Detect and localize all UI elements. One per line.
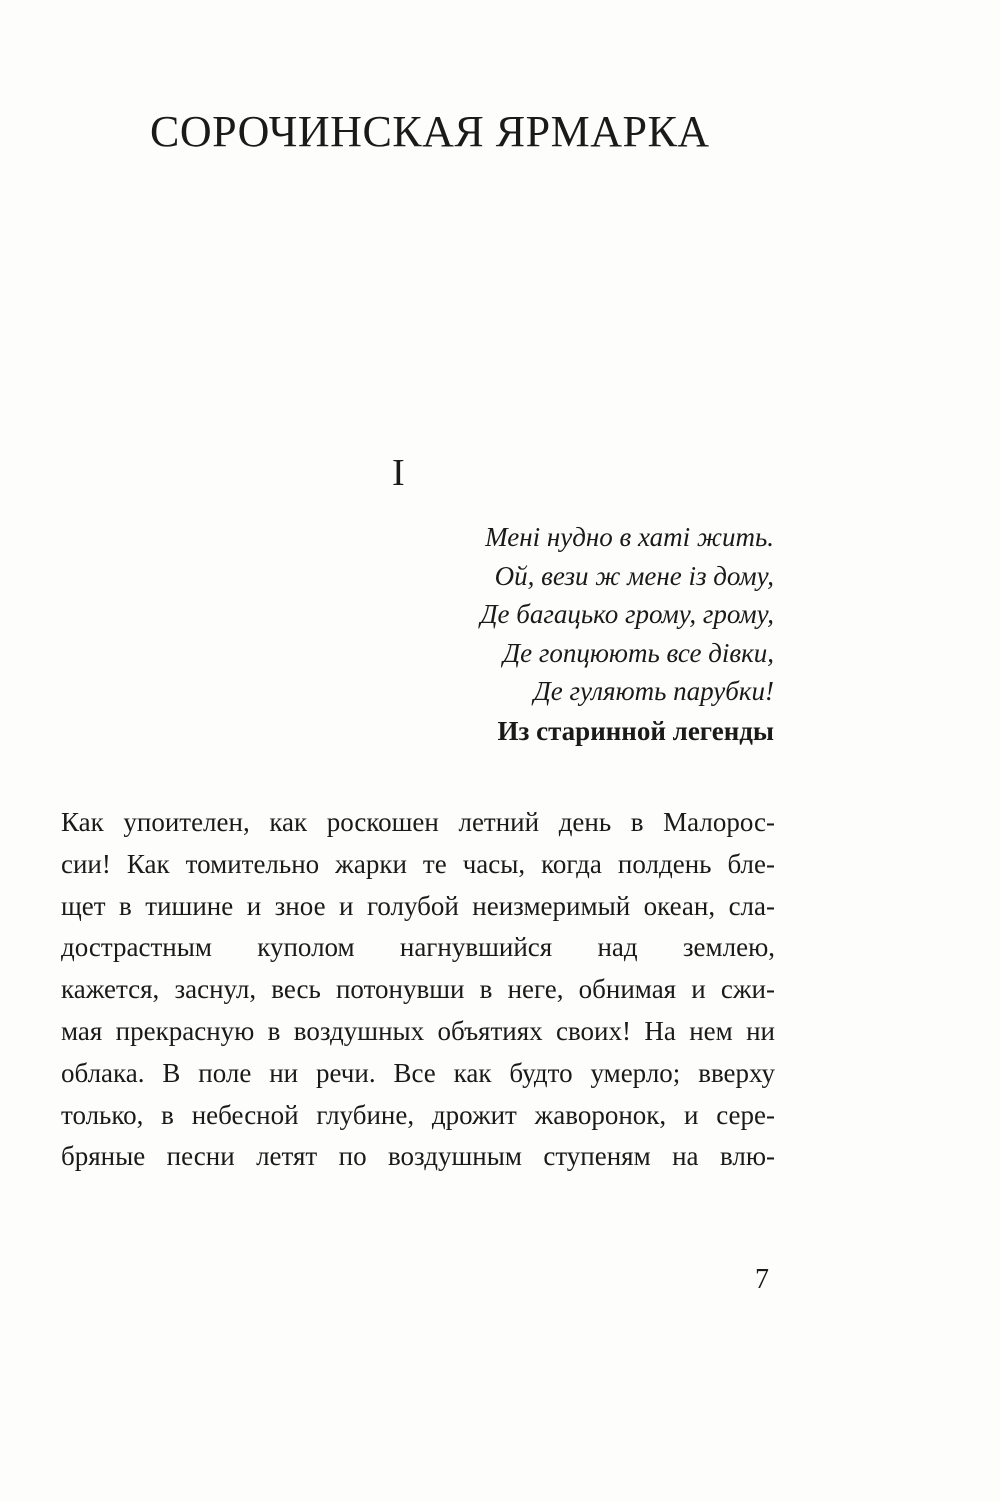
body-line: мая прекрасную в воздушных объятиях своих! На нем ни: [61, 1015, 775, 1046]
story-title: СОРОЧИНСКАЯ ЯРМАРКА: [150, 107, 710, 156]
body-paragraph: [61, 802, 775, 1178]
body-line: облака. В поле ни речи. Все как будто умерло; вверху: [61, 1057, 775, 1088]
epigraph-line: Де гопцюють все дівки,: [502, 637, 774, 668]
body-line: кажется, заснул, весь потонувши в неге, обнимая и сжи-: [61, 974, 775, 1005]
body-line: дострастным куполом нагнувшийся над землею,: [61, 932, 775, 963]
epigraph-line: Ой, вези ж мене із дому,: [494, 560, 774, 591]
chapter-numeral: I: [392, 452, 405, 494]
epigraph-line: Мені нудно в хаті жить.: [485, 522, 774, 552]
epigraph-source: Из старинной легенды: [497, 715, 774, 746]
body-line: сии! Как томительно жарки те часы, когда полдень бле-: [61, 848, 775, 879]
body-line: щет в тишине и зное и голубой неизмеримый океан, сла-: [61, 890, 775, 921]
body-line: только, в небесной глубине, дрожит жаворонок, и сере-: [61, 1099, 775, 1130]
epigraph-line: Де багацько грому, грому,: [480, 599, 774, 630]
epigraph-line: Де гуляють парубки!: [533, 676, 774, 707]
page-number: 7: [755, 1264, 769, 1295]
body-line: Как упоителен, как роскошен летний день в Малорос-: [61, 807, 775, 837]
epigraph: [274, 518, 774, 751]
body-line: бряные песни летят по воздушным ступеням на влю-: [61, 1141, 775, 1172]
